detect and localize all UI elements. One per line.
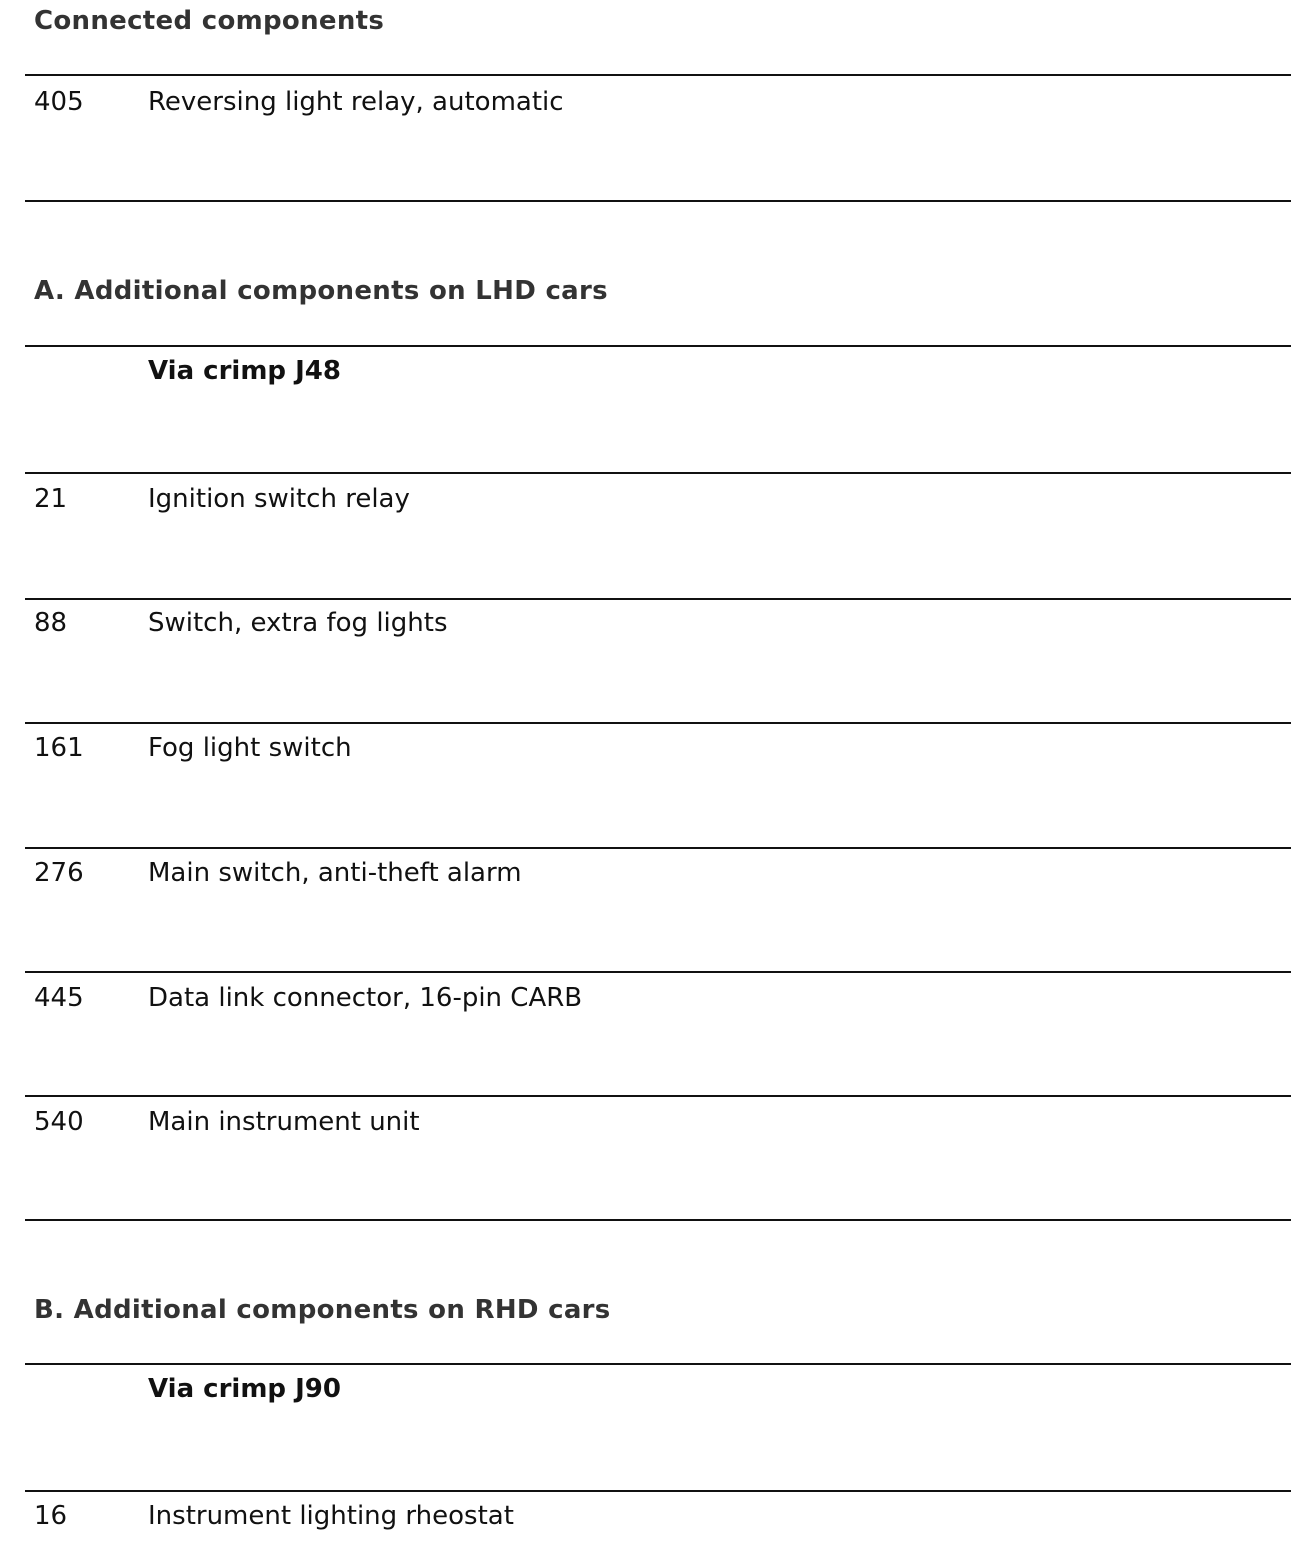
- component-number: 161: [34, 733, 84, 763]
- component-number: 16: [34, 1501, 68, 1531]
- divider: [25, 1363, 1291, 1365]
- page-title: Connected components: [34, 6, 385, 36]
- via-crimp-label: Via crimp J90: [148, 1374, 341, 1404]
- table-row: [0, 733, 1312, 773]
- component-number: 276: [34, 858, 84, 888]
- table-row: [0, 608, 1312, 648]
- divider: [25, 74, 1291, 76]
- section-b-heading: B. Additional components on RHD cars: [34, 1295, 611, 1325]
- component-description: Switch, extra fog lights: [148, 608, 448, 638]
- table-row: [0, 484, 1312, 524]
- component-description: Data link connector, 16-pin CARB: [148, 983, 583, 1013]
- divider: [25, 1219, 1291, 1221]
- via-crimp-row: [0, 1374, 1312, 1414]
- component-number: 540: [34, 1107, 84, 1137]
- divider: [25, 472, 1291, 474]
- divider: [25, 847, 1291, 849]
- component-number: 405: [34, 87, 84, 117]
- via-crimp-label: Via crimp J48: [148, 356, 341, 386]
- table-row: [0, 1107, 1312, 1147]
- table-row: [0, 87, 1312, 127]
- divider: [25, 1490, 1291, 1492]
- component-description: Reversing light relay, automatic: [148, 87, 564, 117]
- component-description: Main switch, anti-theft alarm: [148, 858, 522, 888]
- component-description: Instrument lighting rheostat: [148, 1501, 514, 1531]
- component-description: Ignition switch relay: [148, 484, 410, 514]
- divider: [25, 971, 1291, 973]
- via-crimp-row: [0, 356, 1312, 396]
- component-number: 445: [34, 983, 84, 1013]
- table-row: [0, 1501, 1312, 1541]
- section-a-heading: A. Additional components on LHD cars: [34, 276, 608, 306]
- divider: [25, 722, 1291, 724]
- divider: [25, 598, 1291, 600]
- table-row: [0, 983, 1312, 1023]
- component-description: Main instrument unit: [148, 1107, 420, 1137]
- component-number: 88: [34, 608, 68, 638]
- component-description: Fog light switch: [148, 733, 352, 763]
- component-number: 21: [34, 484, 68, 514]
- divider: [25, 200, 1291, 202]
- divider: [25, 345, 1291, 347]
- table-row: [0, 858, 1312, 898]
- divider: [25, 1095, 1291, 1097]
